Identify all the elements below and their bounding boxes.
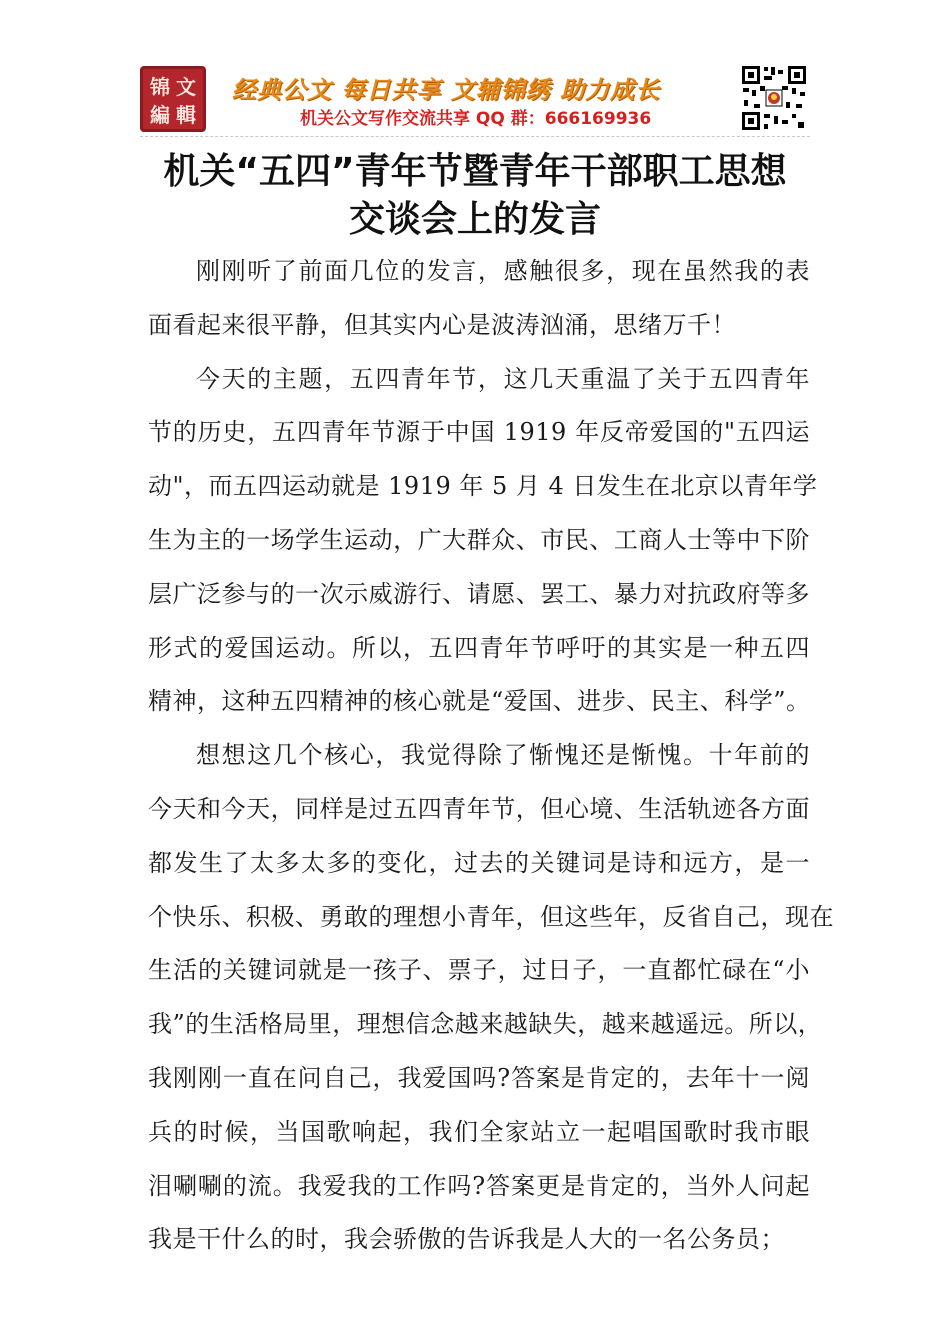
body-line: 个快乐、积极、勇敢的理想小青年，但这些年，反省自己，现在 xyxy=(148,902,834,931)
seal-logo xyxy=(140,66,206,132)
document-body xyxy=(148,245,834,1267)
body-line: 动"，而五四运动就是 1919 年 5 月 4 日发生在北京以青年学 xyxy=(148,472,818,501)
seal-char: 锦 xyxy=(150,75,170,99)
header-divider xyxy=(140,136,810,137)
body-line: 泪唰唰的流。我爱我的工作吗?答案更是肯定的，当外人问起 xyxy=(148,1171,810,1200)
body-line: 形式的爱国运动。所以，五四青年节呼吁的其实是一种五四 xyxy=(148,633,810,662)
body-line: 层广泛参与的一次示威游行、请愿、罢工、暴力对抗政府等多 xyxy=(148,579,810,608)
body-line: 生活的关键词就是一孩子、票子，过日子，一直都忙碌在“小 xyxy=(148,956,810,985)
body-line: 今天的主题，五四青年节，这几天重温了关于五四青年 xyxy=(196,364,810,393)
body-line: 兵的时候，当国歌响起，我们全家站立一起唱国歌时我市眼 xyxy=(148,1117,810,1146)
body-line: 我是干什么的时，我会骄傲的告诉我是人大的一名公务员； xyxy=(148,1225,785,1254)
seal-char: 輯 xyxy=(176,103,196,127)
body-line: 今天和今天，同样是过五四青年节，但心境、生活轨迹各方面 xyxy=(148,794,810,823)
document-title xyxy=(100,148,850,244)
body-line: 都发生了太多太多的变化，过去的关键词是诗和远方，是一 xyxy=(148,848,810,877)
body-line: 面看起来很平静，但其实内心是波涛汹涌，思绪万千！ xyxy=(148,310,736,339)
body-line: 我刚刚一直在问自己，我爱国吗?答案是肯定的，去年十一阅 xyxy=(148,1063,810,1092)
body-line: 精神，这种五四精神的核心就是“爱国、进步、民主、科学”。 xyxy=(148,687,811,716)
body-line: 想想这几个核心，我觉得除了惭愧还是惭愧。十年前的 xyxy=(196,741,810,770)
qq-group-line: 机关公文写作交流共享 QQ 群：666169936 xyxy=(300,109,652,129)
title-line-2: 交谈会上的发言 xyxy=(348,199,601,240)
qr-code-icon xyxy=(740,64,808,132)
body-line: 节的历史，五四青年节源于中国 1919 年反帝爱国的"五四运 xyxy=(148,418,810,447)
seal-char: 文 xyxy=(176,75,196,99)
seal-char: 編 xyxy=(150,103,170,127)
header-slogan: 经典公文 每日共享 文辅锦绣 助力成长 xyxy=(232,76,661,104)
body-line: 刚刚听了前面几位的发言，感触很多，现在虽然我的表 xyxy=(196,257,810,285)
header-banner xyxy=(140,64,810,134)
title-line-1: 机关“五四”青年节暨青年干部职工思想 xyxy=(163,151,787,192)
body-line: 生为主的一场学生运动，广大群众、市民、工商人士等中下阶 xyxy=(148,525,810,554)
body-line: 我”的生活格局里，理想信念越来越缺失，越来越遥远。所以， xyxy=(148,1010,823,1039)
